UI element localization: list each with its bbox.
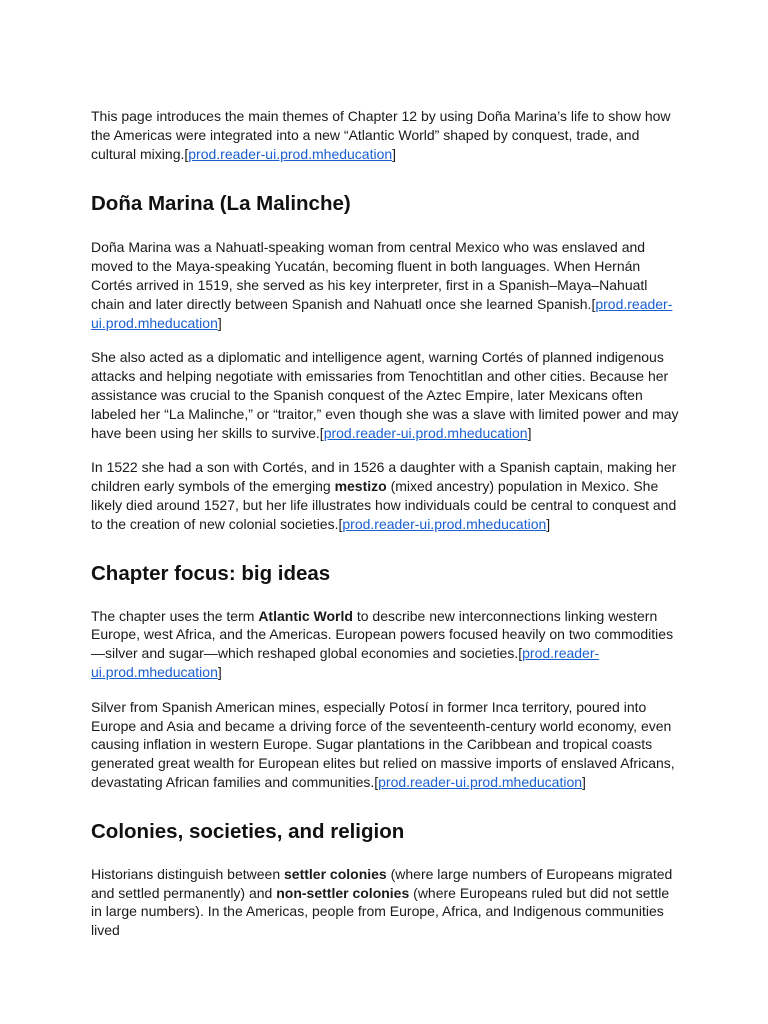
term-settler-colonies: settler colonies <box>284 865 387 882</box>
citation-link[interactable]: prod.reader-ui.prod.mheducation <box>378 773 583 790</box>
dona-marina-paragraph-2: She also acted as a diplomatic and intelligence agent, warning Cortés of planned indigenous attacks and helping negotiate with emissaries from Tenochtitlan and other cities. Because her assistance was crucial to the Spanish conquest of the Aztec Empire, later Mexicans often labeled her “La Malinche,” or “traitor,” even though she was a slave with limited power and may have been using her skills to survive.[prod.reader-ui.prod.mheducation] <box>91 349 679 441</box>
term-non-settler-colonies: non-settler colonies <box>276 884 410 901</box>
intro-text: This page introduces the main themes of Chapter 12 by using Doña Marina’s life to show how the Americas were integrated into a new “Atlantic World” shaped by conquest, trade, and cultural mixing. <box>91 108 671 162</box>
paragraph-text: In 1522 she had a son with Cortés, and in 1526 a daughter with a Spanish captain, making her children early symbols of the emerging <box>91 459 677 495</box>
colonies-paragraph-1 <box>91 865 681 940</box>
paragraph-text: to describe new interconnections linking western Europe, west Africa, and the Americas. European powers focused heavily on two commodities—silver and sugar—which reshaped global economies and societies. <box>91 607 674 662</box>
chapter-focus-paragraph-2: Silver from Spanish American mines, especially Potosí in former Inca territory, poured into Europe and Asia and became a driving force of the seventeenth-century world economy, even causing inflation in western Europe. Sugar plantations in the Caribbean and tropical coasts generated great wealth for European elites but relied on massive imports of enslaved Africans, devastating African families and communities.[prod.reader-ui.prod.mheducation] <box>91 698 675 790</box>
section-heading-colonies: Colonies, societies, and religion <box>91 819 405 843</box>
paragraph-text: Historians distinguish between <box>91 865 284 882</box>
paragraph-text: The chapter uses the term <box>91 607 259 624</box>
citation-link[interactable]: prod.reader-ui.prod.mheducation <box>342 515 547 532</box>
term-atlantic-world: Atlantic World <box>258 607 353 624</box>
section-heading-dona-marina: Doña Marina (La Malinche) <box>91 192 351 216</box>
term-mestizo: mestizo <box>334 478 387 495</box>
section-heading-chapter-focus: Chapter focus: big ideas <box>91 561 331 585</box>
citation-link[interactable]: prod.reader-ui.prod.mheducation <box>323 424 528 441</box>
paragraph-text: She also acted as a diplomatic and intelligence agent, warning Cortés of planned indigenous attacks and helping negotiate with emissaries from Tenochtitlan and other cities. Because her assistance was crucial to the Spanish conquest of the Aztec Empire, later Mexicans often labeled her “La Malinche,” or “traitor,” even though she was a slave with limited power and may have been using her skills to survive. <box>91 349 679 441</box>
citation-link[interactable]: prod.reader-ui.prod.mheducation <box>91 645 600 680</box>
citation-link[interactable]: prod.reader-ui.prod.mheducation <box>91 295 673 331</box>
paragraph-text: Doña Marina was a Nahuatl-speaking woman from central Mexico who was enslaved and moved to the Maya-speaking Yucatán, becoming fluent in both languages. When Hernán Cortés arrived in 1519, she served as his key interpreter, first in a Spanish–Maya–Nahuatl chain and later directly between Spanish and Nahuatl once she learned Spanish. <box>91 239 648 312</box>
paragraph-text: (where Europeans ruled but did not settle in large numbers). In the Americas, people from Europe, Africa, and Indigenous communities lived <box>91 884 670 939</box>
paragraph-text: Silver from Spanish American mines, especially Potosí in former Inca territory, poured into Europe and Asia and became a driving force of the seventeenth-century world economy, even causing inflation in western Europe. Sugar plantations in the Caribbean and tropical coasts generated great wealth for European elites but relied on massive imports of enslaved Africans, devastating African families and communities. <box>91 698 675 790</box>
document-page <box>91 107 681 940</box>
intro-paragraph: This page introduces the main themes of Chapter 12 by using Doña Marina’s life to show how the Americas were integrated into a new “Atlantic World” shaped by conquest, trade, and cultural mixing.[prod.reader-ui.prod.mheducation] <box>91 108 671 162</box>
dona-marina-paragraph-3: In 1522 she had a son with Cortés, and in 1526 a daughter with a Spanish captain, making her children early symbols of the emerging mestizo (mixed ancestry) population in Mexico. She likely died around 1527, but her life illustrates how individuals could be central to conquest and to the creation of new colonial societies.[prod.reader-ui.prod.mheducation] <box>91 459 677 532</box>
paragraph-text: (where large numbers of Europeans migrated and settled permanently) and <box>91 865 673 901</box>
citation-link[interactable]: prod.reader-ui.prod.mheducation <box>188 145 393 162</box>
paragraph-text: (mixed ancestry) population in Mexico. She likely died around 1527, but her life illustrates how individuals could be central to conquest and to the creation of new colonial societies. <box>91 478 677 532</box>
chapter-focus-paragraph-1: The chapter uses the term Atlantic World to describe new interconnections linking western Europe, west Africa, and the Americas. European powers focused heavily on two commodities—silver and sugar—which reshaped global economies and societies.[prod.reader-ui.prod.mheducation] <box>91 607 674 680</box>
dona-marina-paragraph-1: Doña Marina was a Nahuatl-speaking woman from central Mexico who was enslaved and moved to the Maya-speaking Yucatán, becoming fluent in both languages. When Hernán Cortés arrived in 1519, she served as his key interpreter, first in a Spanish–Maya–Nahuatl chain and later directly between Spanish and Nahuatl once she learned Spanish.[prod.reader-ui.prod.mheducation] <box>91 239 673 331</box>
